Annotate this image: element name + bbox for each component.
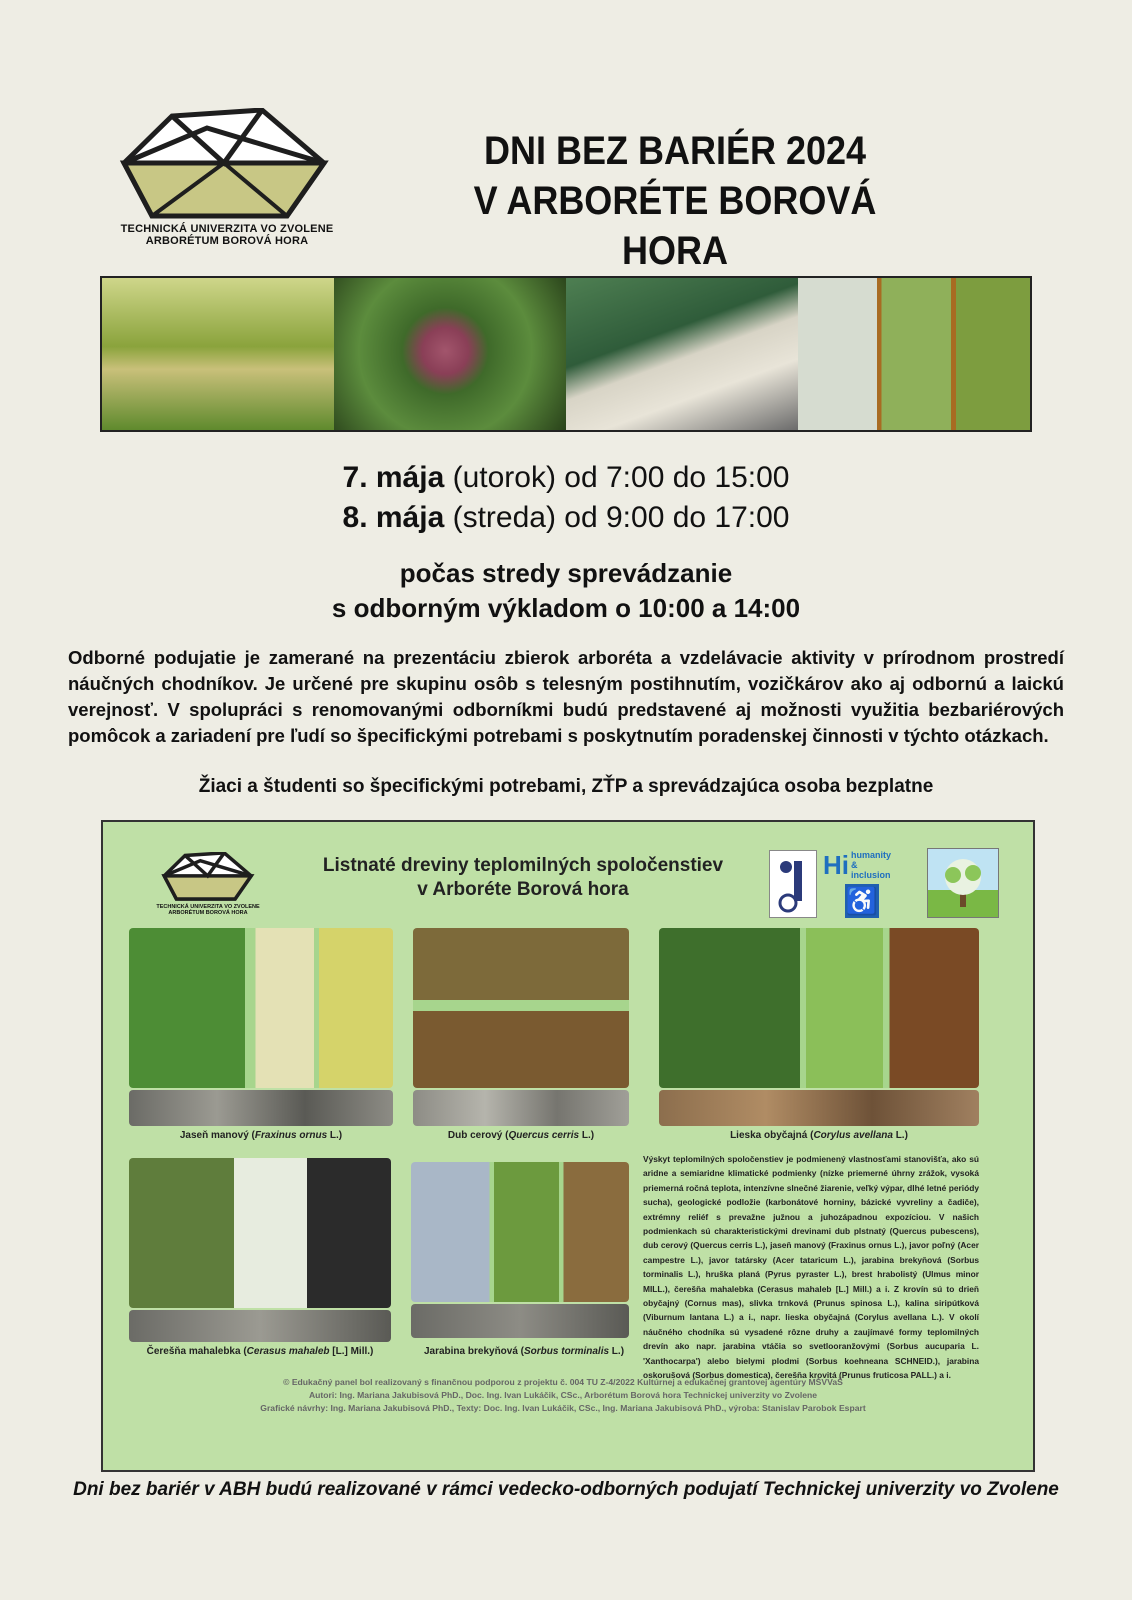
larch-cone-photo [334, 278, 566, 430]
panel-title [303, 854, 743, 902]
day2-time: (streda) od 9:00 do 17:00 [444, 501, 790, 534]
species-caption-quercus [413, 1130, 629, 1141]
caption-suffix: L.) [327, 1130, 343, 1141]
description-paragraph: Odborné podujatie je zamerané na prezentáciu zbierok arboréta a vzdelávacie aktivity v prírodnom prostredí náučných chodníkov. Je určené pre skupinu osôb s telesným postihnutím, vozičkárov ako aj odbornú a laickú verejnosť. V spolupráci s renomovanými odborníkmi budú predstavené aj možnosti využitia bezbariérových pomôcok a zariadení pre ľudí so špecifickými potrebami s poskytnutím poradenskej činnosti v týchto otázkach. [68, 647, 1064, 746]
panel-logo-text [143, 904, 273, 916]
fraxinus-bark-photo [129, 1090, 393, 1126]
humanity-logo-text: humanity & inclusion [851, 850, 892, 880]
guided-tour-info [0, 556, 1132, 626]
sorbus-photo-group [411, 1162, 629, 1302]
day1-time: (utorok) od 7:00 do 15:00 [444, 461, 790, 494]
quercus-photo-group [413, 928, 629, 1088]
educational-panel [101, 820, 1035, 1472]
cerasus-bark-photo [129, 1310, 391, 1342]
panel-footer-line-1: © Edukačný panel bol realizovaný s finančnou podporou z projektu č. 004 TU Z-4/2022 Kultúrnej a edukačnej grantovej agentúry MŠVVaŠ [283, 1377, 843, 1387]
free-entry-note: Žiaci a študenti so špecifickými potrebami, ZŤP a sprevádzajúca osoba bezplatne [198, 776, 934, 797]
quercus-bark-photo [413, 1090, 629, 1126]
panel-footer [163, 1376, 963, 1415]
title-line-1: DNI BEZ BARIÉR 2024 [483, 129, 867, 173]
arboretum-logo-icon [112, 108, 342, 223]
schedule [0, 458, 1132, 538]
species-caption-sorbus [409, 1346, 639, 1357]
tree-collage-photo [798, 278, 1030, 430]
caption-name: Lieska obyčajná ( [730, 1130, 814, 1141]
species-caption-corylus [659, 1130, 979, 1141]
page-title [395, 126, 955, 276]
caption-name: Dub cerový ( [447, 1130, 509, 1141]
corylus-photo-group [659, 928, 979, 1088]
caption-name: Jarabina brekyňová ( [423, 1346, 525, 1357]
logo-line-2: ARBORÉTUM BOROVÁ HORA [145, 235, 309, 247]
day2-date: 8. mája [342, 501, 445, 534]
panel-logo-line-2: ARBORÉTUM BOROVÁ HORA [168, 910, 248, 916]
day1-date: 7. mája [342, 461, 445, 494]
logo-line-1: TECHNICKÁ UNIVERZITA VO ZVOLENE [120, 223, 334, 235]
closing-note: Dni bez bariér v ABH budú realizované v rámci vedecko-odborných podujatí Technickej univerzity vo Zvolene [73, 1479, 1059, 1500]
panel-title-line-1: Listnaté dreviny teplomilných spoločenstiev [322, 855, 724, 876]
tree-park-photo [102, 278, 334, 430]
wheelchair-accessibility-icon [769, 850, 817, 918]
guided-line-1: počas stredy sprevádzanie [399, 558, 733, 588]
university-logo [112, 108, 342, 253]
schedule-day-1 [0, 458, 1132, 498]
caption-latin: Corylus avellana [813, 1130, 893, 1141]
caption-latin: Quercus cerris [508, 1130, 580, 1141]
schedule-day-2 [0, 498, 1132, 538]
species-caption-cerasus [129, 1346, 391, 1357]
panel-footer-line-3: Grafické návrhy: Ing. Mariana Jakubisová PhD., Texty: Doc. Ing. Ivan Lukáčik, CSc., Ing. Mariana Jakubisová PhD., výroba: Stanislav Parobok Espart [260, 1403, 866, 1413]
panel-logo-icon [159, 852, 259, 902]
caption-suffix: L.) [892, 1130, 908, 1141]
caption-name: Čerešňa mahalebka ( [146, 1346, 247, 1357]
panel-body-text: Výskyt teplomilných spoločenstiev je podmienený vlastnosťami stanovišťa, ako sú aridne a semiaridne klimatické podmienky (nízke priemerné úhrny zrážok, vysoká priemerná ročná teplota, intenzívne slnečné žiarenie, veľký výpar, dlhé letné periódy sucha), geologické podložie (karbonátové horniny, bázické vyvreliny a čadiče), extrémny reliéf s prevažne južnou a juhozápadnou expozíciou. V našich podmienkach sú charakteristickými drevinami dub plstnatý (Quercus pubescens), dub cerový (Quercus cerris L.), jaseň manový (Fraxinus ornus L.), javor poľný (Acer campestre L.), javor tatársky (Acer tataricum L.), jarabina brekyňová (Sorbus torminalis L.), hruška planá (Pyrus pyraster L.), brest hrabolistý (Ulmus minor MILL.), čerešňa mahalebka (Cerasus mahaleb [L.] Mill.) a i. Z krovín sú to drieň obyčajný (Cornus mas), slivka trnková (Prunus spinosa L.), kalina siripútková (Viburnum lantana L.) a i., napr. lieska obyčajná (Corylus avellana L.). V okolí náučného chodníka sú vysadené rôzne druhy a zaujímavé formy teplomilných drevín ako napr. jarabina vtáčia so svetlooranžovými (Sorbus aucuparia L. 'Xanthocarpa') alebo bielymi plodmi (Sorbus koehneana SCHNEID.), jarabina oskorušová (Sorbus domestica), čerešňa krovitá (Prunus fruticosa PALL.) a i. [643, 1154, 979, 1381]
caption-suffix: L.) [609, 1346, 625, 1357]
caption-latin: Sorbus torminalis [524, 1346, 610, 1357]
species-caption-fraxinus [129, 1130, 393, 1141]
fraxinus-photo-group [129, 928, 393, 1088]
humanity-inclusion-logo: Hi humanity & inclusion [823, 850, 892, 880]
caption-latin: Cerasus mahaleb [246, 1346, 330, 1357]
sorbus-bark-photo [411, 1304, 629, 1338]
caption-suffix: L.) [579, 1130, 595, 1141]
open-book-laptop-photo [566, 278, 798, 430]
tree-icon [927, 848, 999, 918]
panel-logo-line-1: TECHNICKÁ UNIVERZITA VO ZVOLENE [156, 904, 260, 910]
panel-title-line-2: v Arboréte Borová hora [417, 879, 629, 900]
corylus-bark-photo [659, 1090, 979, 1126]
guided-line-2: s odborným výkladom o 10:00 a 14:00 [331, 593, 801, 623]
caption-suffix: [L.] Mill.) [329, 1346, 374, 1357]
disability-icon: ♿ [845, 886, 879, 916]
caption-name: Jaseň manový ( [179, 1130, 255, 1141]
panel-footer-line-2: Autori: Ing. Mariana Jakubisová PhD., Doc. Ing. Ivan Lukáčik, CSc., Arborétum Borová hora Technickej univerzity vo Zvolene [308, 1390, 818, 1400]
title-line-2: V ARBORÉTE BOROVÁ HORA [473, 179, 877, 273]
photo-strip [100, 276, 1032, 432]
caption-latin: Fraxinus ornus [254, 1130, 328, 1141]
cerasus-photo-group [129, 1158, 391, 1308]
